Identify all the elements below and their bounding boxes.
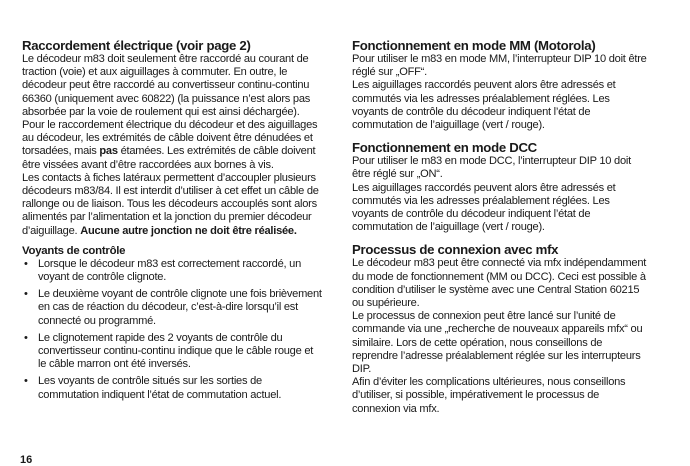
paragraph-mm-switch: Pour utiliser le m83 en mode MM, l’interrupteur DIP 10 doit être réglé sur „OFF“. [352, 53, 647, 79]
emphasis: Aucune autre jonction ne doit être réalisée. [80, 224, 297, 237]
subheading-indicators: Voyants de contrôle [22, 244, 126, 257]
paragraph-dcc-addresses: Les aiguillages raccordés peuvent alors être adressés et commutés via les adresses préalablement réglées. Les voyants de contrôle du décodeur indiquent l’état de commutation de l’aiguillage (vert / rouge). [352, 181, 616, 234]
list-item-text: Lorsque le décodeur m83 est correctement raccordé, un voyant de contrôle clignote. [38, 257, 302, 284]
paragraph-wiring [22, 119, 322, 172]
emphasis: pas [99, 145, 118, 158]
section-title-dcc: Fonctionnement en mode DCC [352, 140, 537, 156]
indicator-list [22, 258, 322, 402]
bullet-icon: • [24, 257, 28, 270]
paragraph-dcc-switch: Pour utiliser le m83 en mode DCC, l’interrupteur DIP 10 doit être réglé sur „ON“. [352, 155, 631, 181]
list-item [22, 258, 322, 284]
bullet-icon: • [24, 331, 28, 344]
paragraph-mfx-advice: Afin d’éviter les complications ultérieures, nous conseillons d’utiliser, si possible, impérativement le processus de connexion via mfx. [352, 376, 626, 415]
text: étamées. Les extrémités de câble doivent être vissées avant d’être raccordées aux bornes à vis. [22, 145, 316, 171]
section-title-mfx: Processus de connexion avec mfx [352, 242, 559, 258]
paragraph-connection: Le décodeur m83 doit seulement être raccordé au courant de traction (voie) et aux aiguillages à commuter. En outre, le décodeur peut être raccordé au convertisseur continu-continu 66360 (uniquement avec 60822) (la puissance n’est alors pas absorbée par la voie de roulement qui est ainsi déchargée). [22, 53, 311, 118]
section-title-electrical: Raccordement électrique (voir page 2) [22, 38, 251, 53]
list-item-text: Le deuxième voyant de contrôle clignote une fois brièvement en cas de réaction du décodeur, c’est-à-dire lorsqu’il est connecté ou programmé. [38, 288, 322, 327]
list-item [22, 288, 322, 328]
text: Les contacts à fiches latéraux permettent d’accoupler plusieurs décodeurs m83/84. Il est interdit d’utiliser à cet effet un câble de rallonge ou de liaison. Tous les décodeurs accouplés sont alors alimentés par l’alimentation et la jonction du premier décodeur d’aiguillage. [22, 171, 319, 237]
list-item-text: Le clignotement rapide des 2 voyants de contrôle du convertisseur continu-continu indique que le câble rouge et le câble marron ont été inversés. [38, 331, 314, 371]
paragraph-mm-addresses: Les aiguillages raccordés peuvent alors être adressés et commutés via les adresses préalablement réglées. Les voyants de contrôle du décodeur indiquent l’état de commutation de l’aiguillage (vert / rouge). [352, 79, 616, 132]
paragraph-coupling [22, 172, 322, 238]
list-item [22, 332, 322, 372]
list-item [22, 375, 322, 401]
paragraph-mfx-process: Le processus de connexion peut être lancé sur l’unité de commande via une „recherche de nouveaux appareils mfx“ ou similaire. Lors de cette opération, nous conseillons de reprendre l’adresse préalablement réglée sur les interrupteurs DIP. [352, 310, 643, 376]
page-number: 16 [20, 454, 33, 466]
section-title-mm: Fonctionnement en mode MM (Motorola) [352, 38, 596, 53]
paragraph-mfx-intro: Le décodeur m83 peut être connecté via mfx indépendamment du mode de fonctionnement (MM ou DCC). Ceci est possible à condition d’utiliser le système avec une Central Station 60215 ou supérieure. [352, 257, 647, 310]
right-column [352, 38, 648, 416]
left-column [22, 38, 322, 406]
text: Pour le raccordement électrique du décodeur et des aiguillages au décodeur, les extrémités de câble doivent être dénudées et torsadées, mais [22, 119, 318, 158]
list-item-text: Les voyants de contrôle situés sur les sorties de commutation indiquent l’état de commutation actuel. [38, 375, 282, 401]
bullet-icon: • [24, 288, 28, 301]
bullet-icon: • [24, 375, 28, 388]
